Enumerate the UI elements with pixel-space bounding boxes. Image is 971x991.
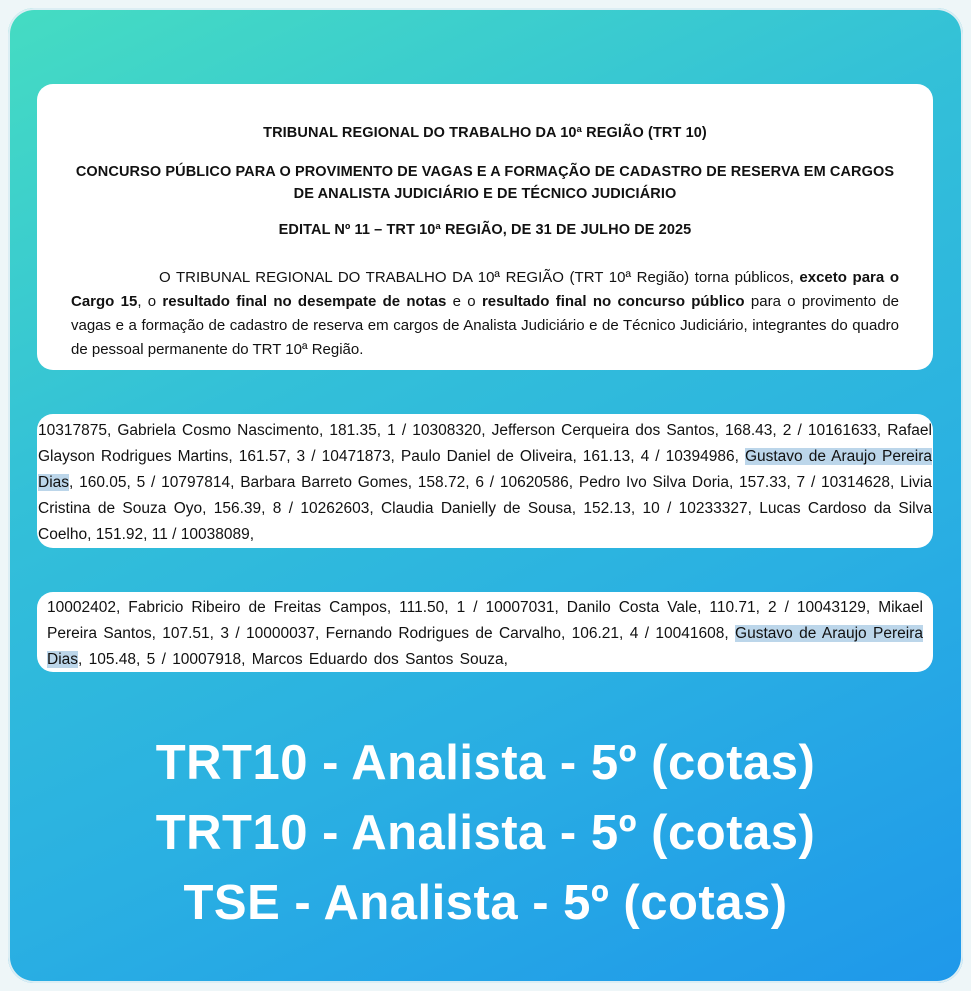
intro-bold-final: resultado final no concurso público xyxy=(481,293,745,310)
result-list-card-1 xyxy=(37,414,933,548)
result-line: TSE - Analista - 5º (cotas) xyxy=(183,876,788,930)
intro-text: para o provimento de vagas e a formação de cadastro de reserva em cargos de Analista Judiciário e de Técnico Judiciário, integrantes do quadro de pessoal permanente do TRT 10ª Região. xyxy=(71,293,900,358)
intro-bold-exception: exceto para o Cargo 15 xyxy=(71,269,899,310)
list-text: , 160.05, 5 / 10797814, Barbara Barreto Gomes, 158.72, 6 / 10620586, Pedro Ivo Silva Doria, 157.33, 7 / 10314628, Livia Cristina de Souza Oyo, 156.39, 8 / 10262603, Claudia Danielly de Sousa, 152.13, 10 / 10233327, Lucas Cardoso da Silva Coelho, 151.92, 11 / 10038089, xyxy=(38,474,932,543)
court-title: TRIBUNAL REGIONAL DO TRABALHO DA 10ª REGIÃO (TRT 10) xyxy=(263,125,707,141)
highlighted-name: Gustavo de Araujo Pereira Dias xyxy=(38,448,932,491)
edict-title: EDITAL Nº 11 – TRT 10ª REGIÃO, DE 31 DE JULHO DE 2025 xyxy=(278,222,692,238)
contest-title: CONCURSO PÚBLICO PARA O PROVIMENTO DE VAGAS E A FORMAÇÃO DE CADASTRO DE RESERVA EM CARGOS DE ANALISTA JUDICIÁRIO E DE TÉCNICO JUDICIÁRIO xyxy=(75,164,895,202)
result-line: TRT10 - Analista - 5º (cotas) xyxy=(155,736,816,790)
result-line: TRT10 - Analista - 5º (cotas) xyxy=(155,806,816,860)
intro-text: , o xyxy=(137,293,163,310)
result-list-1 xyxy=(38,418,932,548)
list-text: 10002402, Fabricio Ribeiro de Freitas Campos, 111.50, 1 / 10007031, Danilo Costa Vale, 110.71, 2 / 10043129, Mikael Pereira Santos, 107.51, 3 / 10000037, Fernando Rodrigues de Carvalho, 106.21, 4 / 10041608, xyxy=(47,599,923,642)
intro-text: O TRIBUNAL REGIONAL DO TRABALHO DA 10ª REGIÃO (TRT 10ª Região) torna públicos, xyxy=(159,269,800,286)
list-text: 10317875, Gabriela Cosmo Nascimento, 181.35, 1 / 10308320, Jefferson Cerqueira dos Santos, 168.43, 2 / 10161633, Rafael Glayson Rodrigues Martins, 161.57, 3 / 10471873, Paulo Daniel de Oliveira, 161.13, 4 / 10394986, xyxy=(38,422,932,465)
highlighted-name: Gustavo de Araujo Pereira Dias xyxy=(47,625,923,668)
edital-header-card xyxy=(37,84,933,370)
result-list-2 xyxy=(47,595,923,672)
background-frame xyxy=(8,8,963,983)
intro-bold-tiebreak: resultado final no desempate de notas xyxy=(162,293,447,310)
intro-paragraph xyxy=(71,266,899,362)
intro-text: e o xyxy=(446,293,482,310)
list-text: , 105.48, 5 / 10007918, Marcos Eduardo dos Santos Souza, xyxy=(78,651,508,668)
results-summary xyxy=(8,728,963,938)
result-list-card-2 xyxy=(37,592,933,672)
